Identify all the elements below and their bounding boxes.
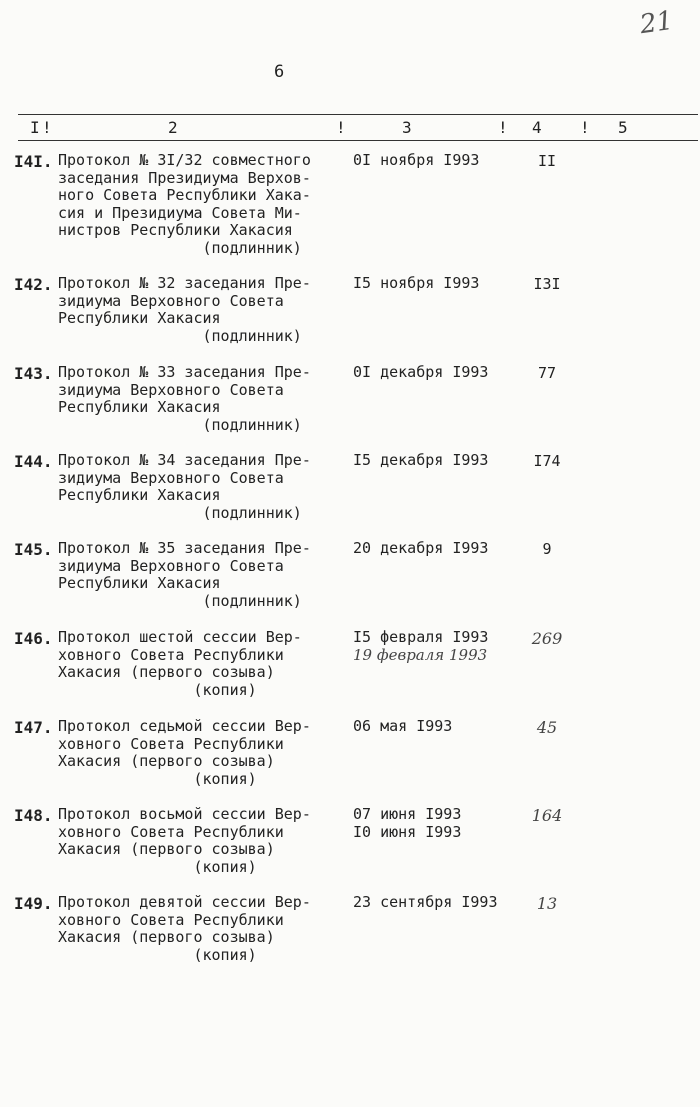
sheet-number-handwritten: 21 [638, 5, 676, 41]
entry-title [58, 718, 311, 788]
entry-number: I42. [14, 275, 53, 294]
entry-title-line: Протокол седьмой сессии Вер- [58, 717, 311, 735]
entry-title-line: (копия) [58, 769, 257, 788]
entry-sheet-count: 77 [537, 364, 557, 382]
entry-date [353, 152, 479, 170]
entry-title-line: (подлинник) [58, 591, 302, 610]
entry-title [58, 629, 302, 699]
inventory-entry [0, 151, 700, 257]
entry-number: I4I. [14, 152, 53, 171]
entry-title-line: (подлинник) [58, 326, 302, 345]
entry-date [353, 894, 498, 912]
entry-sheet-count: 164 [531, 806, 563, 825]
entry-date [353, 806, 461, 841]
entry-number: I46. [14, 629, 53, 648]
entry-title [58, 152, 311, 257]
header-rule-bottom [18, 140, 698, 141]
entry-date-line: I5 декабря I993 [353, 451, 489, 469]
entry-title-line: нистров Республики Хакасия [58, 221, 293, 239]
inventory-entry [0, 629, 700, 715]
entry-sheet-count: 9 [542, 540, 552, 558]
entry-date-line: I0 июня I993 [353, 822, 462, 841]
entry-title-line: Протокол восьмой сессии Вер- [58, 805, 311, 823]
entry-title-line: зидиума Верховного Совета [58, 468, 284, 487]
entry-date [353, 629, 488, 664]
inventory-entry [0, 806, 700, 892]
header-separator: ! [336, 118, 346, 137]
entry-date [353, 364, 488, 382]
entry-title [58, 452, 311, 522]
entry-title-line: Протокол № 33 заседания Пре- [58, 363, 311, 381]
entry-number: I49. [14, 894, 53, 913]
entry-sheet-count: II [537, 152, 557, 170]
inventory-entry [0, 540, 700, 626]
entry-number: I45. [14, 540, 53, 559]
entry-title-line: ховного Совета Республики [58, 910, 284, 929]
entry-title-line: Республики Хакасия [58, 486, 221, 504]
entry-title-line: Хакасия (первого созыва) [58, 928, 275, 946]
entry-date-line: I5 ноября I993 [353, 274, 480, 292]
header-col-3: 3 [402, 118, 412, 137]
entry-title [58, 540, 311, 610]
entry-sheet-count: I3I [533, 275, 561, 293]
entry-title-line: ховного Совета Республики [58, 645, 284, 664]
header-separator: ! [42, 118, 52, 137]
entry-title-line: (копия) [58, 945, 257, 964]
header-col-4: 4 [532, 118, 542, 137]
entry-title-line: зидиума Верховного Совета [58, 291, 284, 310]
inventory-entry [0, 452, 700, 538]
entry-number: I43. [14, 364, 53, 383]
entry-title-line: Республики Хакасия [58, 309, 221, 327]
inventory-entry [0, 275, 700, 361]
header-separator: ! [498, 118, 508, 137]
entry-title [58, 275, 311, 345]
entry-date-line: 0I декабря I993 [353, 363, 489, 381]
entry-title-line: Хакасия (первого созыва) [58, 663, 275, 681]
entry-date-line: 0I ноября I993 [353, 151, 480, 169]
entry-date-line: I5 февраля I993 [353, 628, 489, 646]
entry-date [353, 452, 488, 470]
entry-title-line: Протокол № 3I/32 совместного [58, 151, 311, 169]
entry-title-line: ховного Совета Республики [58, 822, 284, 841]
entry-title-line: зидиума Верховного Совета [58, 556, 284, 575]
entry-title-line: (подлинник) [58, 503, 302, 522]
entry-date-line: 06 мая I993 [353, 717, 453, 735]
header-col-5: 5 [618, 118, 628, 137]
entry-title-line: Протокол № 34 заседания Пре- [58, 451, 311, 469]
entry-title-line: (подлинник) [58, 415, 302, 434]
inventory-entry [0, 718, 700, 804]
entry-title-line: Хакасия (первого созыва) [58, 840, 275, 858]
entry-title-line: заседания Президиума Верхов- [58, 168, 311, 187]
entry-sheet-count: 13 [536, 894, 558, 913]
entry-date-line: 20 декабря I993 [353, 539, 489, 557]
header-rule-top [18, 114, 698, 115]
entry-date [353, 718, 452, 736]
entry-title-line: Протокол девятой сессии Вер- [58, 893, 311, 911]
entry-title-line: Республики Хакасия [58, 398, 221, 416]
entry-handwritten-date: 19 февраля 1993 [353, 645, 488, 664]
entry-date-line: 23 сентября I993 [353, 893, 498, 911]
entry-date [353, 275, 479, 293]
header-separator: ! [580, 118, 590, 137]
entry-title [58, 894, 311, 964]
entry-date-line: 07 июня I993 [353, 805, 462, 823]
inventory-entry [0, 364, 700, 450]
entry-title-line: (копия) [58, 680, 257, 699]
entry-title-line: (копия) [58, 857, 257, 876]
entry-title [58, 364, 311, 434]
entry-title-line: Протокол № 32 заседания Пре- [58, 274, 311, 292]
entry-date [353, 540, 488, 558]
entry-number: I48. [14, 806, 53, 825]
entry-title-line: сия и Президиума Совета Ми- [58, 203, 302, 222]
header-col-2: 2 [168, 118, 178, 137]
entry-number: I44. [14, 452, 53, 471]
inventory-entry [0, 894, 700, 980]
header-col-1: I [30, 118, 40, 137]
page-number: 6 [274, 62, 285, 82]
entry-title-line: Хакасия (первого созыва) [58, 752, 275, 770]
entry-title-line: Протокол № 35 заседания Пре- [58, 539, 311, 557]
entry-title-line: Протокол шестой сессии Вер- [58, 628, 302, 646]
entry-sheet-count: I74 [533, 452, 561, 470]
entry-title-line: Республики Хакасия [58, 574, 221, 592]
entry-title-line: зидиума Верховного Совета [58, 380, 284, 399]
entry-sheet-count: 269 [531, 629, 563, 648]
entry-title-line: (подлинник) [58, 238, 302, 257]
entry-sheet-count: 45 [536, 718, 558, 737]
entry-number: I47. [14, 718, 53, 737]
entry-title-line: ховного Совета Республики [58, 734, 284, 753]
entry-title [58, 806, 311, 876]
entry-title-line: ного Совета Республики Хака- [58, 186, 311, 204]
